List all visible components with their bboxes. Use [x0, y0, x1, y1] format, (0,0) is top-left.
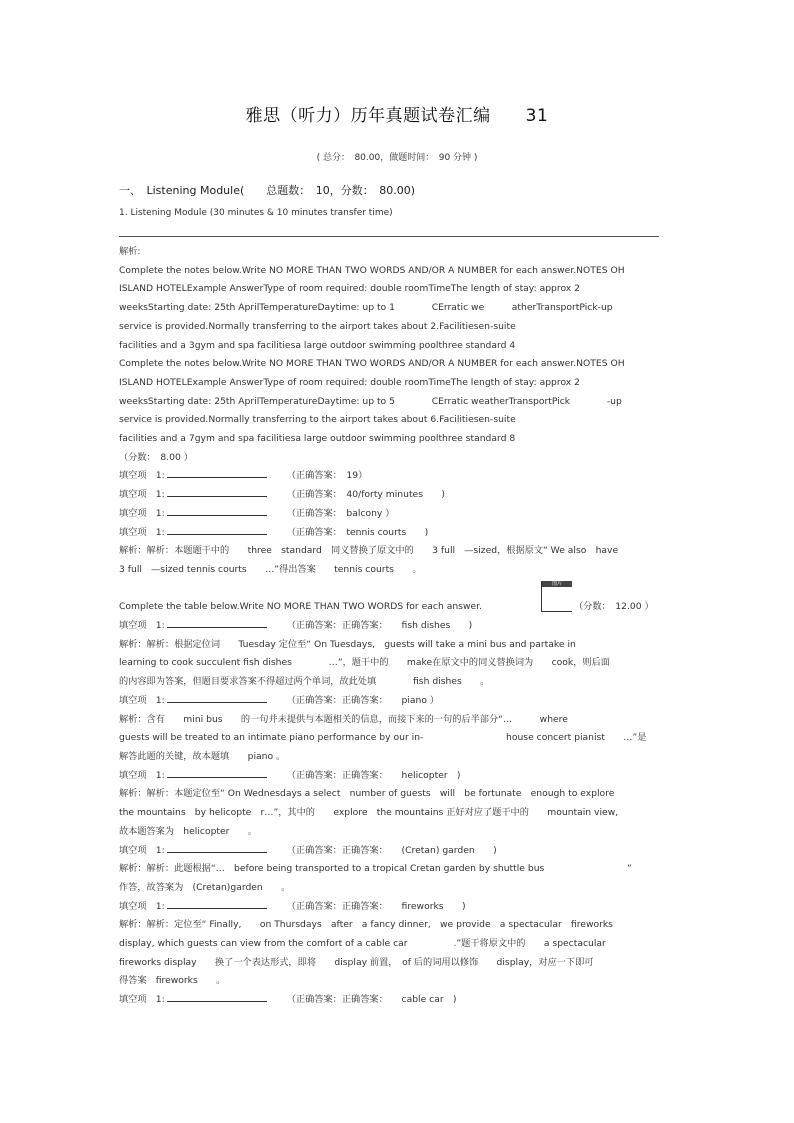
- question-heading: 1. Listening Module (30 minutes & 10 minutes transfer time): [119, 208, 393, 218]
- analysis-line: 解析：解析：本题定位至“ On Wednesdays a select number of guests will be fortunate enough to explore: [119, 788, 615, 800]
- analysis-line: 解析：解析：此题根据“… before being transported to a tropical Cretan garden by shuttle bus ”: [119, 863, 632, 875]
- table-instruction-line: [119, 598, 679, 617]
- correct-answer: （正确答案： balcony ）: [286, 507, 395, 519]
- analysis-line: 解析：解析：定位至“ Finally, on Thursdays after a fancy dinner, we provide a spectacular fireworks: [119, 919, 613, 931]
- spacer: [119, 580, 679, 599]
- fill-item: [119, 524, 679, 543]
- notes-line: ISLAND HOTELExample AnswerType of room required: double roomTimeThe length of stay: approx 2: [119, 283, 580, 295]
- analysis-line: guests will be treated to an intimate piano performance by our in- house concert pianist …”是: [119, 732, 647, 744]
- analysis-line: 解析：解析：根据定位词 Tuesday 定位至“ On Tuesdays, guests will take a mini bus and partake in: [119, 638, 576, 650]
- fill-item: [119, 991, 679, 1010]
- notes-line: weeksStarting date: 25th AprilTemperatureDaytime: up to 5 CErratic weatherTransportPick -up: [119, 395, 622, 407]
- answer-blank[interactable]: [167, 468, 267, 478]
- notes-line: facilities and a 3gym and spa facilitiesa large outdoor swimming poolthree standard 4: [119, 339, 516, 351]
- fill-label: 填空项 1:: [119, 844, 165, 856]
- fill-label: 填空项 1:: [119, 526, 165, 538]
- notes-line: Complete the notes below.Write NO MORE THAN TWO WORDS AND/OR A NUMBER for each answer.NOTES OH: [119, 264, 625, 276]
- fill-label: 填空项 1:: [119, 994, 165, 1006]
- exam-subtitle: ( 总分： 80.00，做题时间： 90 分钟 ): [316, 153, 478, 163]
- analysis-line: fireworks display 换了一个表达形式，即将 display 前置， of 后的词用以修饰 display，对应一下即可: [119, 956, 594, 968]
- notes-line: service is provided.Normally transferring to the airport takes about 2.Facilitiesen-suite: [119, 320, 516, 332]
- answer-blank[interactable]: [167, 506, 267, 516]
- analysis-line: learning to cook succulent fish dishes …”，题干中的 make在原文中的同义替换词为 cook，则后面: [119, 657, 610, 669]
- correct-answer: （正确答案：正确答案： fish dishes ): [286, 620, 473, 632]
- analysis-line: 3 full —sized tennis courts …”得出答案 tennis courts 。: [119, 563, 422, 575]
- answer-blank[interactable]: [167, 768, 267, 778]
- fill-label: 填空项 1:: [119, 489, 165, 501]
- notes-line: ISLAND HOTELExample AnswerType of room required: double roomTimeThe length of stay: approx 2: [119, 376, 580, 388]
- table-instruction: Complete the table below.Write NO MORE THAN TWO WORDS for each answer.: [119, 601, 482, 613]
- answer-blank[interactable]: [167, 693, 267, 703]
- answer-blank[interactable]: [167, 525, 267, 535]
- fill-label: 填空项 1:: [119, 507, 165, 519]
- table-image-caption: 图片: [542, 581, 572, 587]
- analysis-line: 故本题答案为 helicopter 。: [119, 825, 257, 837]
- analysis-line: 解答此题的关键，故本题填 piano 。: [119, 750, 286, 762]
- fill-item: [119, 505, 679, 524]
- fill-label: 填空项 1:: [119, 620, 165, 632]
- correct-answer: （正确答案：正确答案： piano ）: [286, 694, 440, 706]
- correct-answer: （正确答案：正确答案： helicopter ): [286, 769, 461, 781]
- fill-item: [119, 467, 679, 486]
- fill-item: [119, 617, 679, 636]
- fill-label: 填空项 1:: [119, 900, 165, 912]
- table-image: [541, 581, 572, 612]
- analysis-line: display, which guests can view from the comfort of a cable car .”题干将原文中的 a spectacular: [119, 938, 606, 950]
- answer-blank[interactable]: [167, 618, 267, 628]
- analysis-line: 得答案 fireworks 。: [119, 975, 226, 987]
- correct-answer: （正确答案：正确答案： fireworks ): [286, 900, 466, 912]
- analysis-line: the mountains by helicopte r…”，其中的 explore the mountains 正好对应了题干中的 mountain view,: [119, 807, 619, 819]
- correct-answer: （正确答案： tennis courts ): [286, 526, 429, 538]
- correct-answer: （正确答案： 40/forty minutes ): [286, 489, 445, 501]
- fill-item: [119, 842, 679, 861]
- fill-item: [119, 486, 679, 505]
- correct-answer: （正确答案： 19）: [286, 470, 368, 482]
- score: （分数： 12.00 ）: [573, 601, 654, 613]
- fill-item: [119, 692, 679, 711]
- fill-label: 填空项 1:: [119, 694, 165, 706]
- notes-line: weeksStarting date: 25th AprilTemperatureDaytime: up to 1 CErratic we atherTransportPick-up: [119, 302, 613, 314]
- correct-answer: （正确答案：正确答案： cable car ): [286, 994, 457, 1006]
- notes-line: facilities and a 7gym and spa facilitiesa large outdoor swimming poolthree standard 8: [119, 433, 516, 445]
- exam-title: 雅思（听力）历年真题试卷汇编 31: [245, 106, 549, 126]
- analysis-line: 解析：解析：本题题干中的 three standard 同义替换了原文中的 3 full —sized，根据原文“ We also have: [119, 545, 619, 557]
- analysis-line: 解析：含有 mini bus 的一句并未提供与本题相关的信息，而接下来的一句的后半部分“… where: [119, 713, 568, 725]
- section-heading: 一、 Listening Module( 总题数： 10，分数： 80.00): [119, 184, 416, 197]
- question-body: [119, 243, 679, 1010]
- answer-blank[interactable]: [167, 992, 267, 1002]
- analysis-label: 解析:: [119, 246, 141, 257]
- correct-answer: （正确答案：正确答案： (Cretan) garden ): [286, 844, 497, 856]
- notes-line: Complete the notes below.Write NO MORE THAN TWO WORDS AND/OR A NUMBER for each answer.NOTES OH: [119, 358, 625, 370]
- analysis-line: 的内容即为答案，但题目要求答案不得超过两个单词，故此处填 fish dishes 。: [119, 676, 490, 688]
- fill-label: 填空项 1:: [119, 470, 165, 482]
- fill-item: [119, 767, 679, 786]
- analysis-line: 作答，故答案为 (Cretan)garden 。: [119, 881, 291, 893]
- fill-label: 填空项 1:: [119, 769, 165, 781]
- answer-blank[interactable]: [167, 487, 267, 497]
- answer-blank[interactable]: [167, 843, 267, 853]
- divider: [119, 236, 659, 237]
- fill-item: [119, 898, 679, 917]
- notes-line: service is provided.Normally transferring to the airport takes about 6.Facilitiesen-suite: [119, 414, 516, 426]
- answer-blank[interactable]: [167, 899, 267, 909]
- score: （分数： 8.00 ）: [119, 451, 193, 463]
